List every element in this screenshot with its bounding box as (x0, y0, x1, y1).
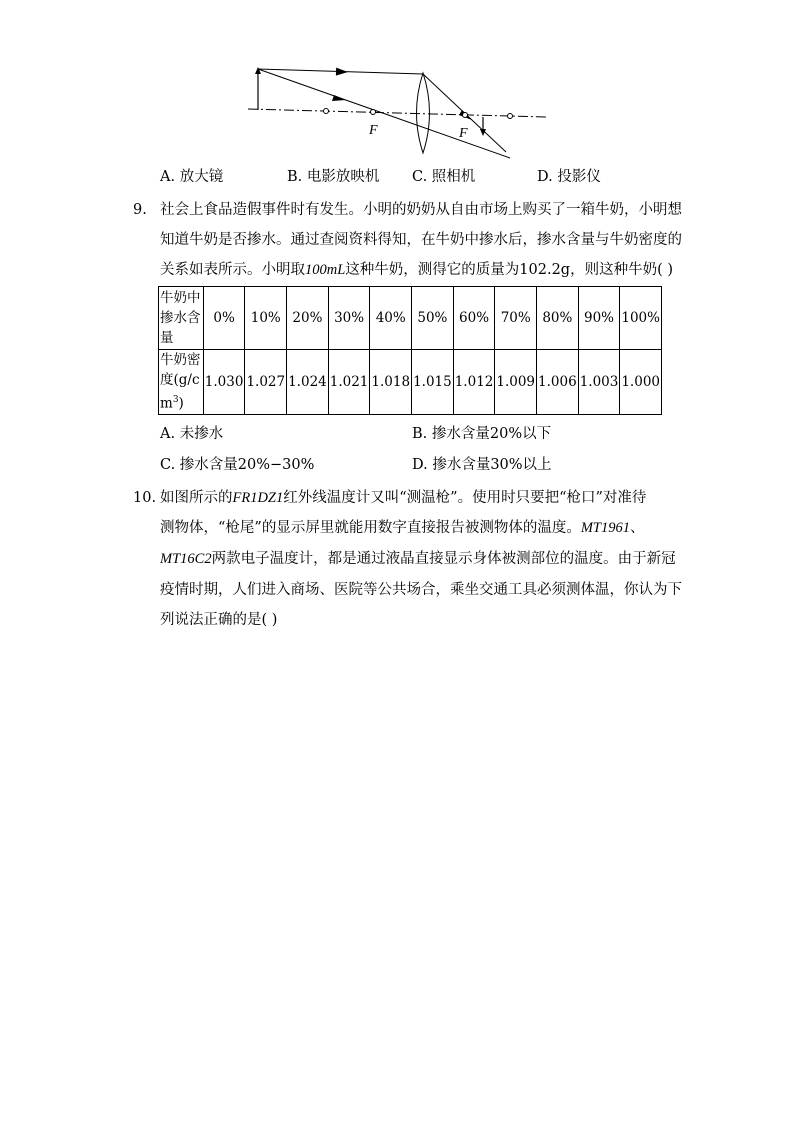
ray-center (258, 69, 510, 158)
option-letter: D. (537, 169, 553, 185)
table-row (159, 287, 662, 350)
option-text: 放大镜 (179, 169, 224, 185)
text-segment: 、 (629, 520, 645, 536)
table-cell: 1.018 (370, 350, 412, 415)
point-2f-left (324, 109, 329, 114)
header-text: ) (178, 395, 184, 412)
option-text: 未掺水 (179, 426, 224, 442)
unit-superscript: 3 (172, 395, 179, 406)
point-f-left (371, 110, 376, 115)
table-cell: 1.000 (620, 350, 662, 415)
table-cell: 1.027 (245, 350, 287, 415)
table-cell: 1.021 (328, 350, 370, 415)
text-segment: 这种牛奶，测得它的质量为 (345, 262, 520, 278)
q10-line-1 (160, 488, 646, 508)
option-letter: A. (160, 169, 176, 185)
q9-option-c[interactable] (160, 455, 314, 475)
table-cell: 1.006 (537, 350, 579, 415)
table-cell: 30% (328, 287, 370, 350)
text-segment: ，则这种牛奶( ) (570, 262, 674, 278)
principal-axis (248, 109, 546, 117)
q8-option-d[interactable] (537, 167, 601, 187)
lens-ray-diagram (240, 55, 560, 160)
table-cell: 80% (537, 287, 579, 350)
header-text: 牛奶中掺水含 (160, 290, 201, 326)
text-segment: 关系如表所示。小明取 (160, 262, 305, 278)
option-text: 掺水含量20%以下 (431, 426, 552, 442)
table-cell: 50% (412, 287, 454, 350)
table-cell: 1.015 (412, 350, 454, 415)
q9-line-3 (160, 260, 673, 280)
option-letter: C. (160, 457, 176, 473)
table-cell: 1.009 (495, 350, 537, 415)
option-text: 掺水含量30%以上 (432, 457, 552, 473)
q9-line-2: 知道牛奶是否掺水。通过查阅资料得知，在牛奶中掺水后，掺水含量与牛奶密度的 (160, 232, 682, 248)
q10-line-3 (160, 549, 676, 569)
text-segment: 两款电子温度计，都是通过液晶直接显示身体被测部位的温度。由于新冠 (211, 551, 676, 567)
option-text: 电影放映机 (306, 169, 380, 185)
q9-option-b[interactable] (412, 424, 551, 444)
mass-value: 102.2g (519, 262, 571, 278)
table-row-header (159, 287, 204, 350)
q8-option-b[interactable] (287, 167, 379, 187)
option-text: 照相机 (431, 169, 476, 185)
q9-option-a[interactable] (160, 424, 223, 444)
q10-line-4: 疫情时期，人们进入商场、医院等公共场合，乘坐交通工具必须测体温，你认为下 (160, 582, 682, 598)
focus-label-left: F (369, 123, 378, 138)
table-cell: 60% (453, 287, 495, 350)
q10-line-5: 列说法正确的是( ) (160, 612, 278, 628)
table-cell: 1.012 (453, 350, 495, 415)
text-segment: 红外线温度计又叫“测温枪”。使用时只要把“枪口”对准待 (283, 490, 647, 506)
option-letter: C. (412, 169, 428, 185)
table-cell: 90% (578, 287, 620, 350)
table-cell: 1.024 (287, 350, 329, 415)
table-cell: 1.003 (578, 350, 620, 415)
option-letter: D. (412, 457, 428, 473)
text-segment: 如图所示的 (160, 490, 233, 506)
text-segment: 测物体，“枪尾”的显示屏里就能用数字直接报告被测物体的温度。 (160, 520, 581, 536)
table-cell: 70% (495, 287, 537, 350)
point-f-right (463, 113, 468, 118)
convex-lens (417, 73, 430, 153)
q9-option-d[interactable] (412, 455, 552, 475)
table-cell: 0% (203, 287, 245, 350)
milk-density-table (158, 286, 662, 415)
header-text: 牛奶密度(g/c (160, 352, 201, 389)
q8-option-a[interactable] (160, 167, 223, 187)
option-text: 投影仪 (557, 169, 601, 185)
header-text: 量 (160, 330, 174, 346)
table-cell: 10% (245, 287, 287, 350)
option-text: 掺水含量20%−30% (179, 457, 315, 473)
table-row-header (159, 350, 204, 415)
table-cell: 1.030 (203, 350, 245, 415)
q9-line-1: 社会上食品造假事件时有发生。小明的奶奶从自由市场上购买了一箱牛奶，小明想 (160, 202, 682, 218)
q10-number: 10. (133, 490, 157, 506)
header-text: m (160, 395, 173, 412)
q8-option-c[interactable] (412, 167, 475, 187)
option-letter: B. (412, 426, 428, 442)
model-name: FR1DZ1 (232, 490, 284, 506)
model-name: MT1961 (580, 520, 630, 536)
table-cell: 40% (370, 287, 412, 350)
model-name: MT16C2 (160, 551, 212, 567)
table-cell: 100% (620, 287, 662, 350)
volume-value: 100mL (305, 262, 346, 278)
point-2f-right (508, 114, 513, 119)
table-cell: 20% (287, 287, 329, 350)
focus-label-right: F (459, 126, 468, 141)
q9-number: 9. (133, 202, 147, 218)
option-letter: B. (287, 169, 303, 185)
table-row (159, 350, 662, 415)
option-letter: A. (160, 426, 176, 442)
q10-line-2 (160, 518, 644, 538)
